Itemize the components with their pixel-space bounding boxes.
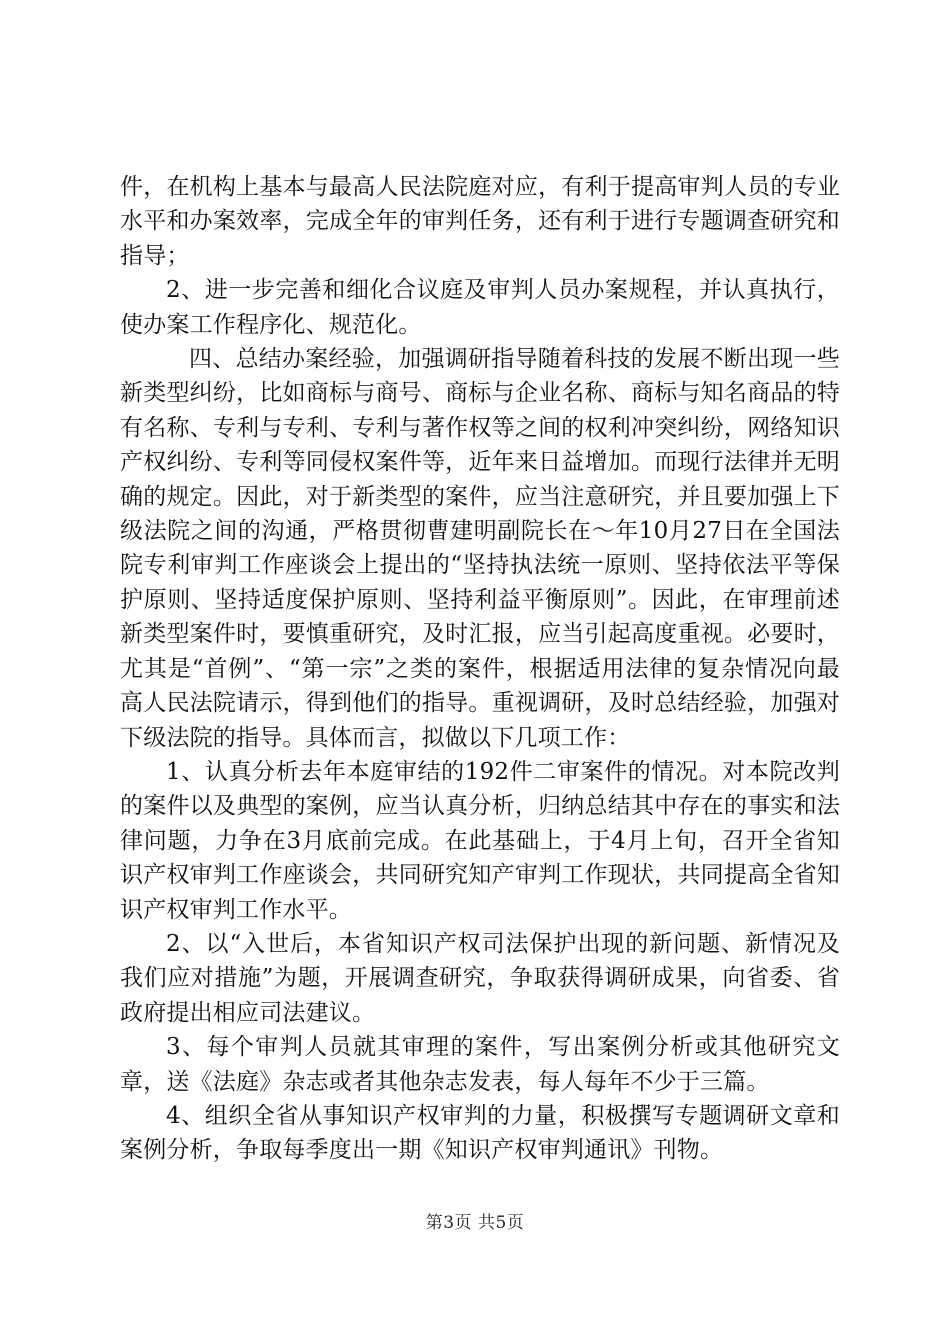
paragraph-task-2: 2、以“入世后，本省知识产权司法保护出现的新问题、新情况及我们应对措施”为题，开展调查研究，争取获得调研成果，向省委、省政府提出相应司法建议。 (120, 930, 840, 1026)
paragraph-task-1: 1、认真分析去年本庭审结的192件二审案件的情况。对本院改判的案件以及典型的案例，应当认真分析，归纳总结其中存在的事实和法律问题，力争在3月底前完成。在此基础上，于4月上旬，召开全省知识产权审判工作座谈会，共同研究知产审判工作现状，共同提高全省知识产权审判工作水平。 (120, 758, 840, 923)
paragraph-continuation: 件，在机构上基本与最高人民法院庭对应，有利于提高审判人员的专业水平和办案效率，完成全年的审判任务，还有利于进行专题调查研究和指导； (120, 174, 840, 269)
document-body (120, 170, 840, 1168)
paragraph-section-four: 四、总结办案经验，加强调研指导随着科技的发展不断出现一些新类型纠纷，比如商标与商号、商标与企业名称、商标与知名商品的特有名称、专利与专利、专利与著作权等之间的权利冲突纠纷，网络知识产权纠纷、专利等同侵权案件等，近年来日益增加。而现行法律并无明确的规定。因此，对于新类型的案件，应当注意研究，并且要加强上下级法院之间的沟通，严格贯彻曹建明副院长在～年10月27日在全国法院专利审判工作座谈会上提出的“坚持执法统一原则、坚持依法平等保护原则、坚持适度保护原则、坚持利益平衡原则”。因此，在审理前述新类型案件时，要慎重研究，及时汇报，应当引起高度重视。必要时，尤其是“首例”、“第一宗”之类的案件，根据适用法律的复杂情况向最高人民法院请示，得到他们的指导。重视调研，及时总结经验，加强对下级法院的指导。具体而言，拟做以下几项工作： (120, 346, 840, 751)
paragraph-item-2-rules: 2、进一步完善和细化合议庭及审判人员办案规程，并认真执行，使办案工作程序化、规范化。 (120, 277, 840, 338)
paragraph-task-4: 4、组织全省从事知识产权审判的力量，积极撰写专题调研文章和案例分析，争取每季度出一期《知识产权审判通讯》刊物。 (120, 1102, 840, 1164)
page-number-footer: 第3页 共5页 (425, 1213, 525, 1233)
paragraph-task-3: 3、每个审判人员就其审理的案件，写出案例分析或其他研究文章，送《法庭》杂志或者其他杂志发表，每人每年不少于三篇。 (120, 1034, 840, 1095)
